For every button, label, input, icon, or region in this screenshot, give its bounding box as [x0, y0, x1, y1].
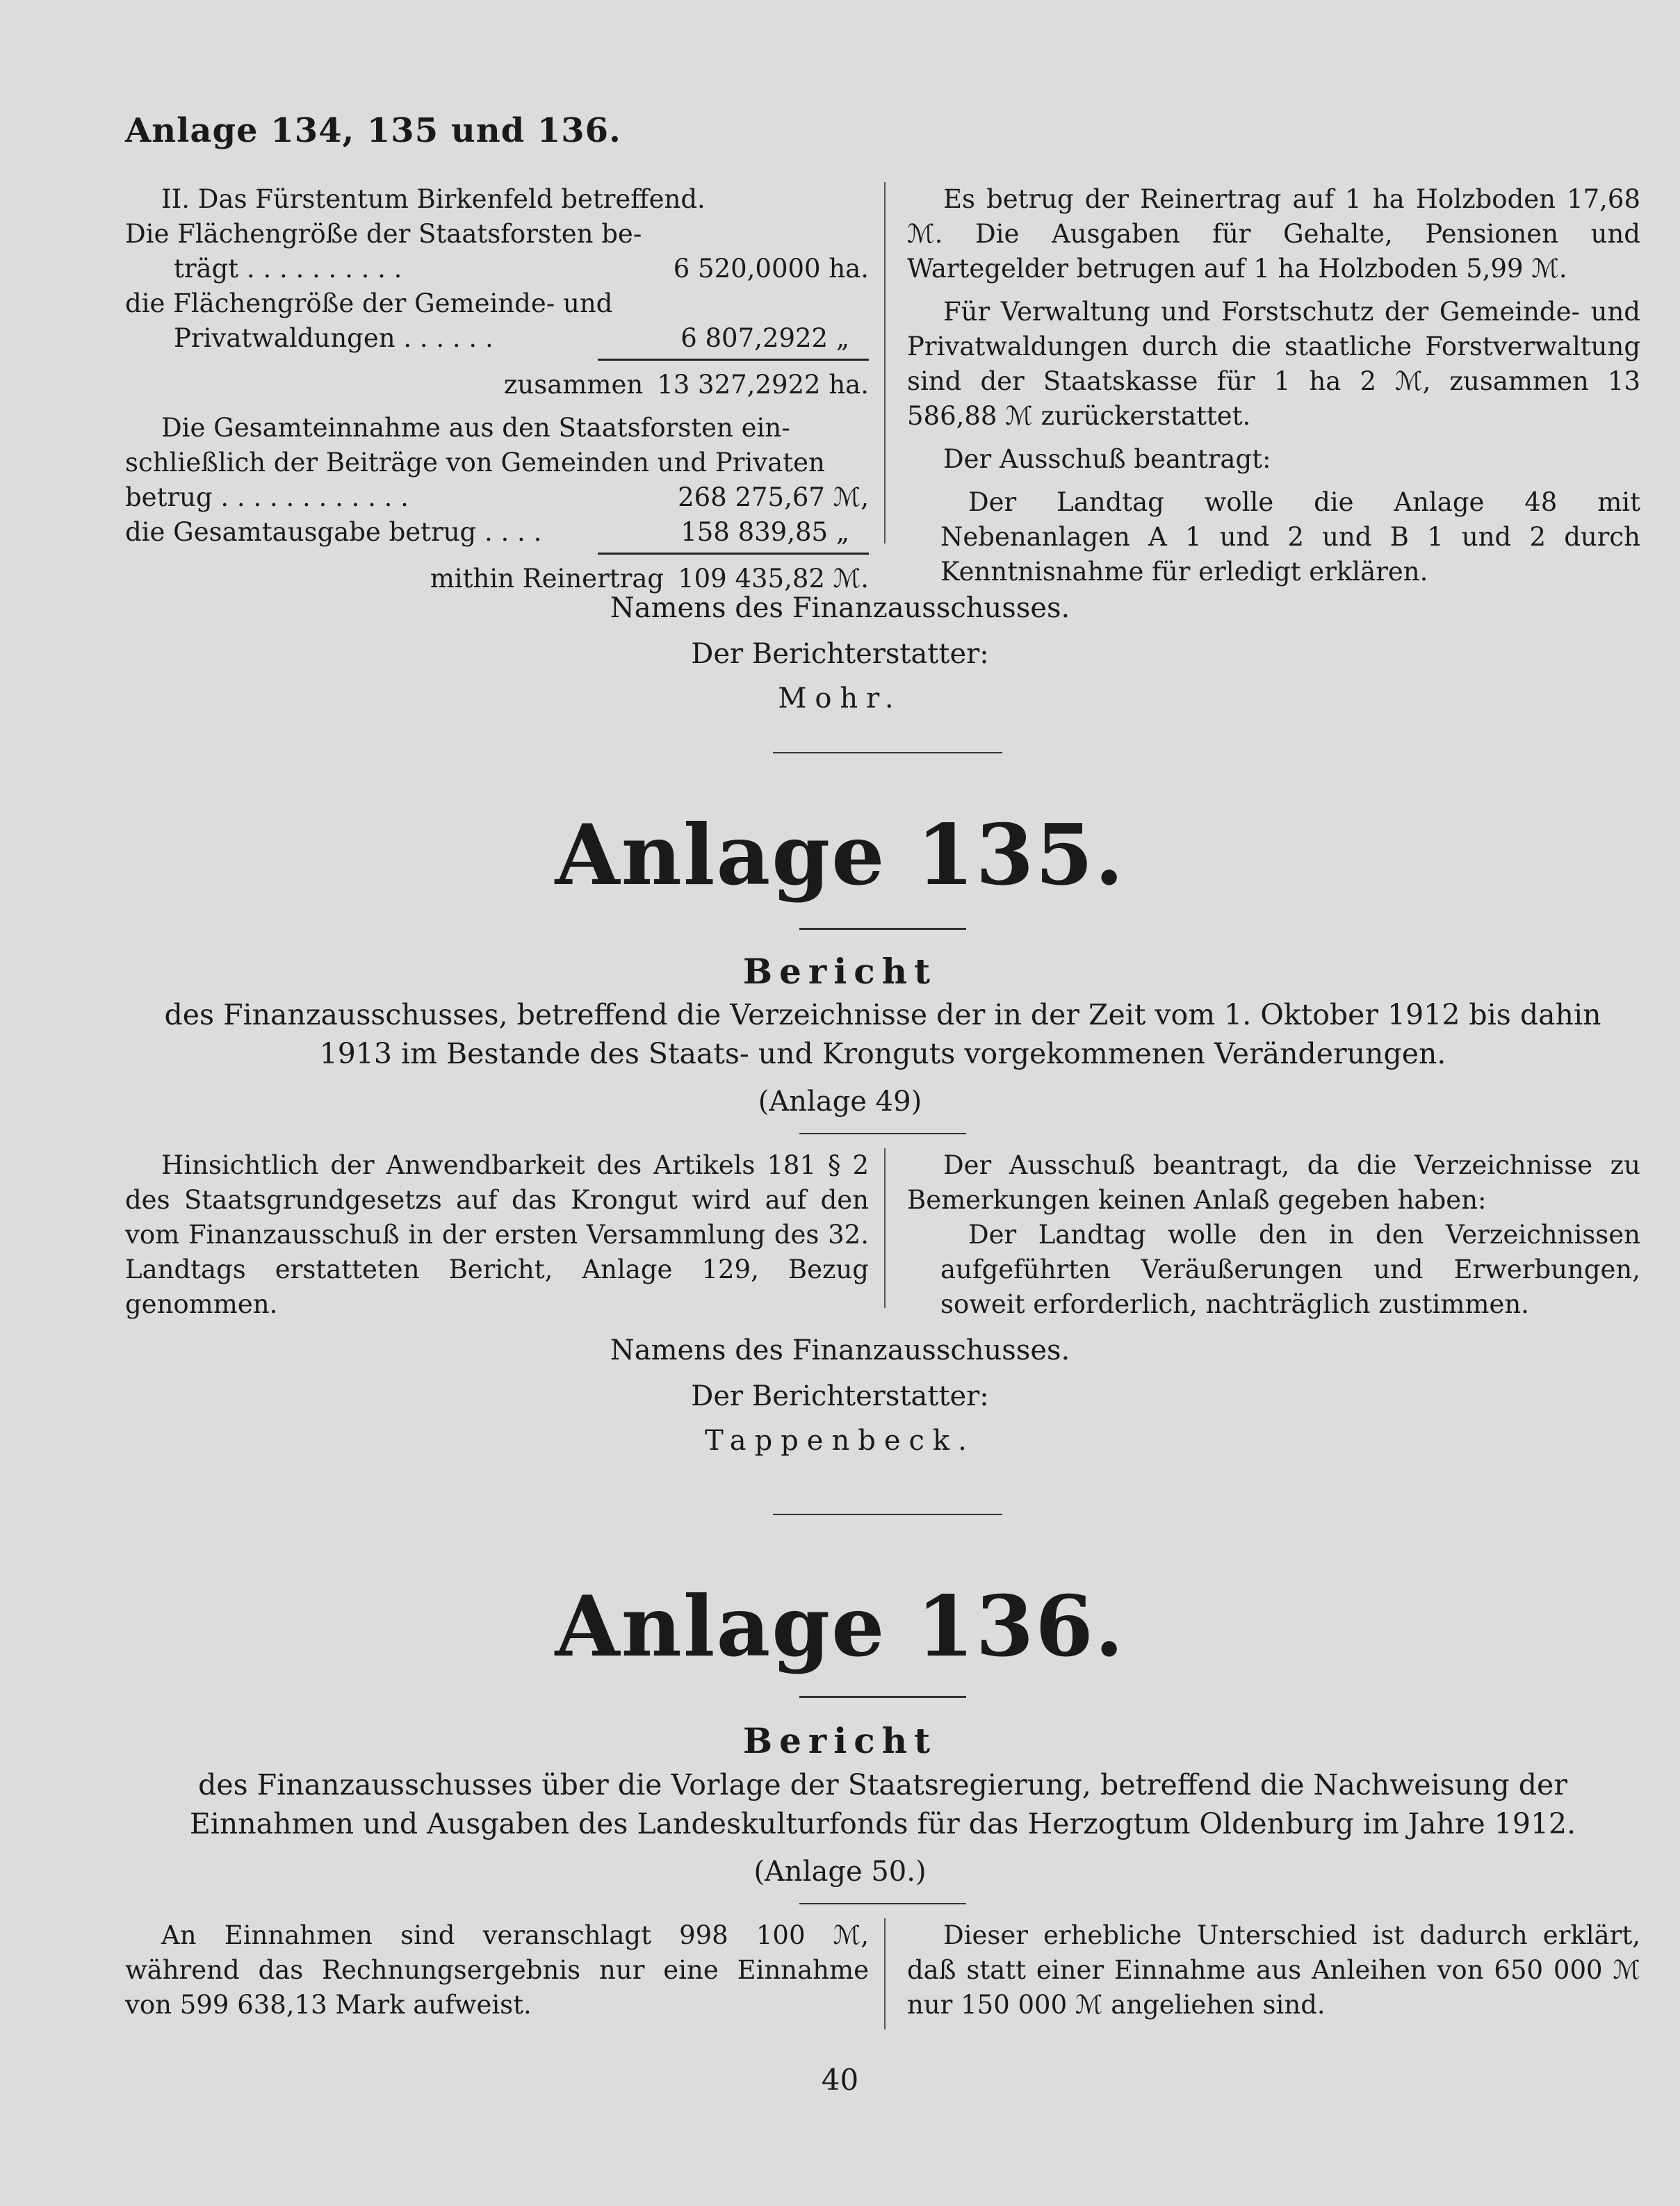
net-value: 109 435,82 ℳ.: [678, 564, 869, 594]
anlage136-right-column: [907, 1918, 1640, 2023]
sum-rule: [598, 553, 869, 555]
net-label: mithin Reinertrag: [430, 564, 664, 594]
paragraph: Der Ausschuß beantragt:: [943, 444, 1271, 474]
motion-text: Der Landtag wolle den in den Verzeichnissen aufgeführten Veräußerungen und Erwerbungen, soweit erforderlich, nachträglich zustimmen.: [940, 1220, 1640, 1319]
area-row-staatsforsten: [125, 252, 869, 286]
anlage134-left-column: [125, 182, 869, 596]
sum-label: zusammen: [503, 370, 644, 400]
sum-value: 13 327,2922 ha.: [657, 370, 869, 400]
anlage136-reference: (Anlage 50.): [753, 1856, 927, 1888]
title-rule: [799, 1903, 966, 1904]
text-line: die Flächengröße der Gemeinde- und: [125, 288, 613, 318]
row-label: die Gesamtausgabe betrug . . . .: [125, 517, 542, 547]
sum-rule: [598, 359, 869, 361]
row-value: 268 275,67 ℳ,: [678, 482, 869, 512]
paragraph: An Einnahmen sind veranschlagt 998 100 ℳ, während das Rechnungsergebnis nur eine Einnahme von 599 638,13 Mark aufweist.: [125, 1920, 869, 2020]
anlage135-left-column: [125, 1148, 869, 1322]
anlage135-right-column: [907, 1148, 1640, 1322]
paragraph: Es betrug der Reinertrag auf 1 ha Holzboden 17,68 ℳ. Die Ausgaben für Gehalte, Pensionen und Wartegelder betrugen auf 1 ha Holzboden 5,99 ℳ.: [907, 184, 1640, 284]
paragraph: Für Verwaltung und Forstschutz der Gemeinde- und Privatwaldungen durch die staatliche Forstverwaltung sind der Staatskasse für 1 ha 2 ℳ, zusammen 13 586,88 ℳ zurückerstattet.: [907, 297, 1640, 431]
signature-role: Der Berichterstatter:: [691, 1380, 989, 1412]
running-head: Anlage 134, 135 und 136.: [125, 111, 621, 150]
page-number: 40: [821, 2063, 859, 2097]
paragraph: Hinsichtlich der Anwendbarkeit des Artikels 181 § 2 des Staatsgrundgesetzs auf das Krongut wird auf den vom Finanzausschuß in der ersten Versammlung des 32. Landtags erstatteten Bericht, Anlage 129, Bezug genommen.: [125, 1150, 869, 1319]
text-line: Die Gesamteinnahme aus den Staatsforsten ein-: [161, 413, 790, 443]
section-divider: [773, 1514, 1002, 1515]
row-label: Privatwaldungen . . . . . .: [174, 323, 494, 353]
row-value: 158 839,85 „: [680, 517, 849, 547]
title-rule: [799, 1133, 966, 1134]
signature-role: Der Berichterstatter:: [691, 638, 989, 670]
anlage136-subtitle: des Finanzausschusses über die Vorlage der Staatsregierung, betreffend die Nachweisung der Einnahmen und Ausgaben des Landeskulturfonds für das Herzogtum Oldenburg im Jahre 1912.: [189, 1768, 1576, 1840]
row-value: 6 807,2922 „: [680, 323, 849, 353]
column-divider: [884, 1148, 886, 1308]
anlage136-left-column: [125, 1918, 869, 2023]
column-divider: [884, 182, 886, 544]
text-line: schließlich der Beiträge von Gemeinden und Privaten: [125, 448, 825, 477]
row-value: 6 520,0000 ha.: [673, 254, 869, 284]
net-row: [125, 562, 869, 596]
signature-name: Tappenbeck.: [705, 1425, 975, 1457]
row-label: trägt . . . . . . . . . .: [174, 254, 402, 284]
signature-name: Mohr.: [778, 683, 902, 714]
column-divider: [884, 1918, 886, 2029]
anlage135-reference: (Anlage 49): [758, 1086, 922, 1118]
expense-row: [125, 515, 869, 550]
motion-text: Der Landtag wolle die Anlage 48 mit Nebenanlagen A 1 und 2 und B 1 und 2 durch Kenntnisnahme für erledigt erklären.: [940, 487, 1640, 587]
paragraph: Der Ausschuß beantragt, da die Verzeichnisse zu Bemerkungen keinen Anlaß gegeben haben:: [907, 1150, 1640, 1215]
signature-committee: Namens des Finanzausschusses.: [610, 1334, 1070, 1366]
anlage136-bericht: Bericht: [742, 1720, 938, 1761]
signature-committee: Namens des Finanzausschusses.: [610, 592, 1070, 624]
anlage135-title: Anlage 135.: [555, 806, 1125, 904]
anlage135-subtitle: des Finanzausschusses, betreffend die Verzeichnisse der in der Zeit vom 1. Oktober 1912 bis dahin 1913 im Bestande des Staats- und Kronguts vorgekommenen Veränderungen.: [164, 998, 1601, 1070]
title-rule: [799, 1696, 966, 1698]
area-sum-row: [125, 368, 869, 402]
birkenfeld-heading: II. Das Fürstentum Birkenfeld betreffend.: [161, 184, 706, 214]
anlage134-right-column: [907, 182, 1640, 589]
title-rule: [799, 928, 966, 930]
row-label: betrug . . . . . . . . . . . .: [125, 482, 409, 512]
text-line: Die Flächengröße der Staatsforsten be-: [125, 219, 642, 249]
area-row-privatwald: [125, 321, 869, 356]
income-row: [125, 480, 869, 515]
anlage136-title: Anlage 136.: [555, 1578, 1125, 1676]
anlage135-bericht: Bericht: [742, 951, 938, 992]
paragraph: Dieser erhebliche Unterschied ist dadurch erklärt, daß statt einer Einnahme aus Anleihen von 650 000 ℳ nur 150 000 ℳ angeliehen sind.: [907, 1920, 1640, 2020]
section-divider: [773, 752, 1002, 753]
